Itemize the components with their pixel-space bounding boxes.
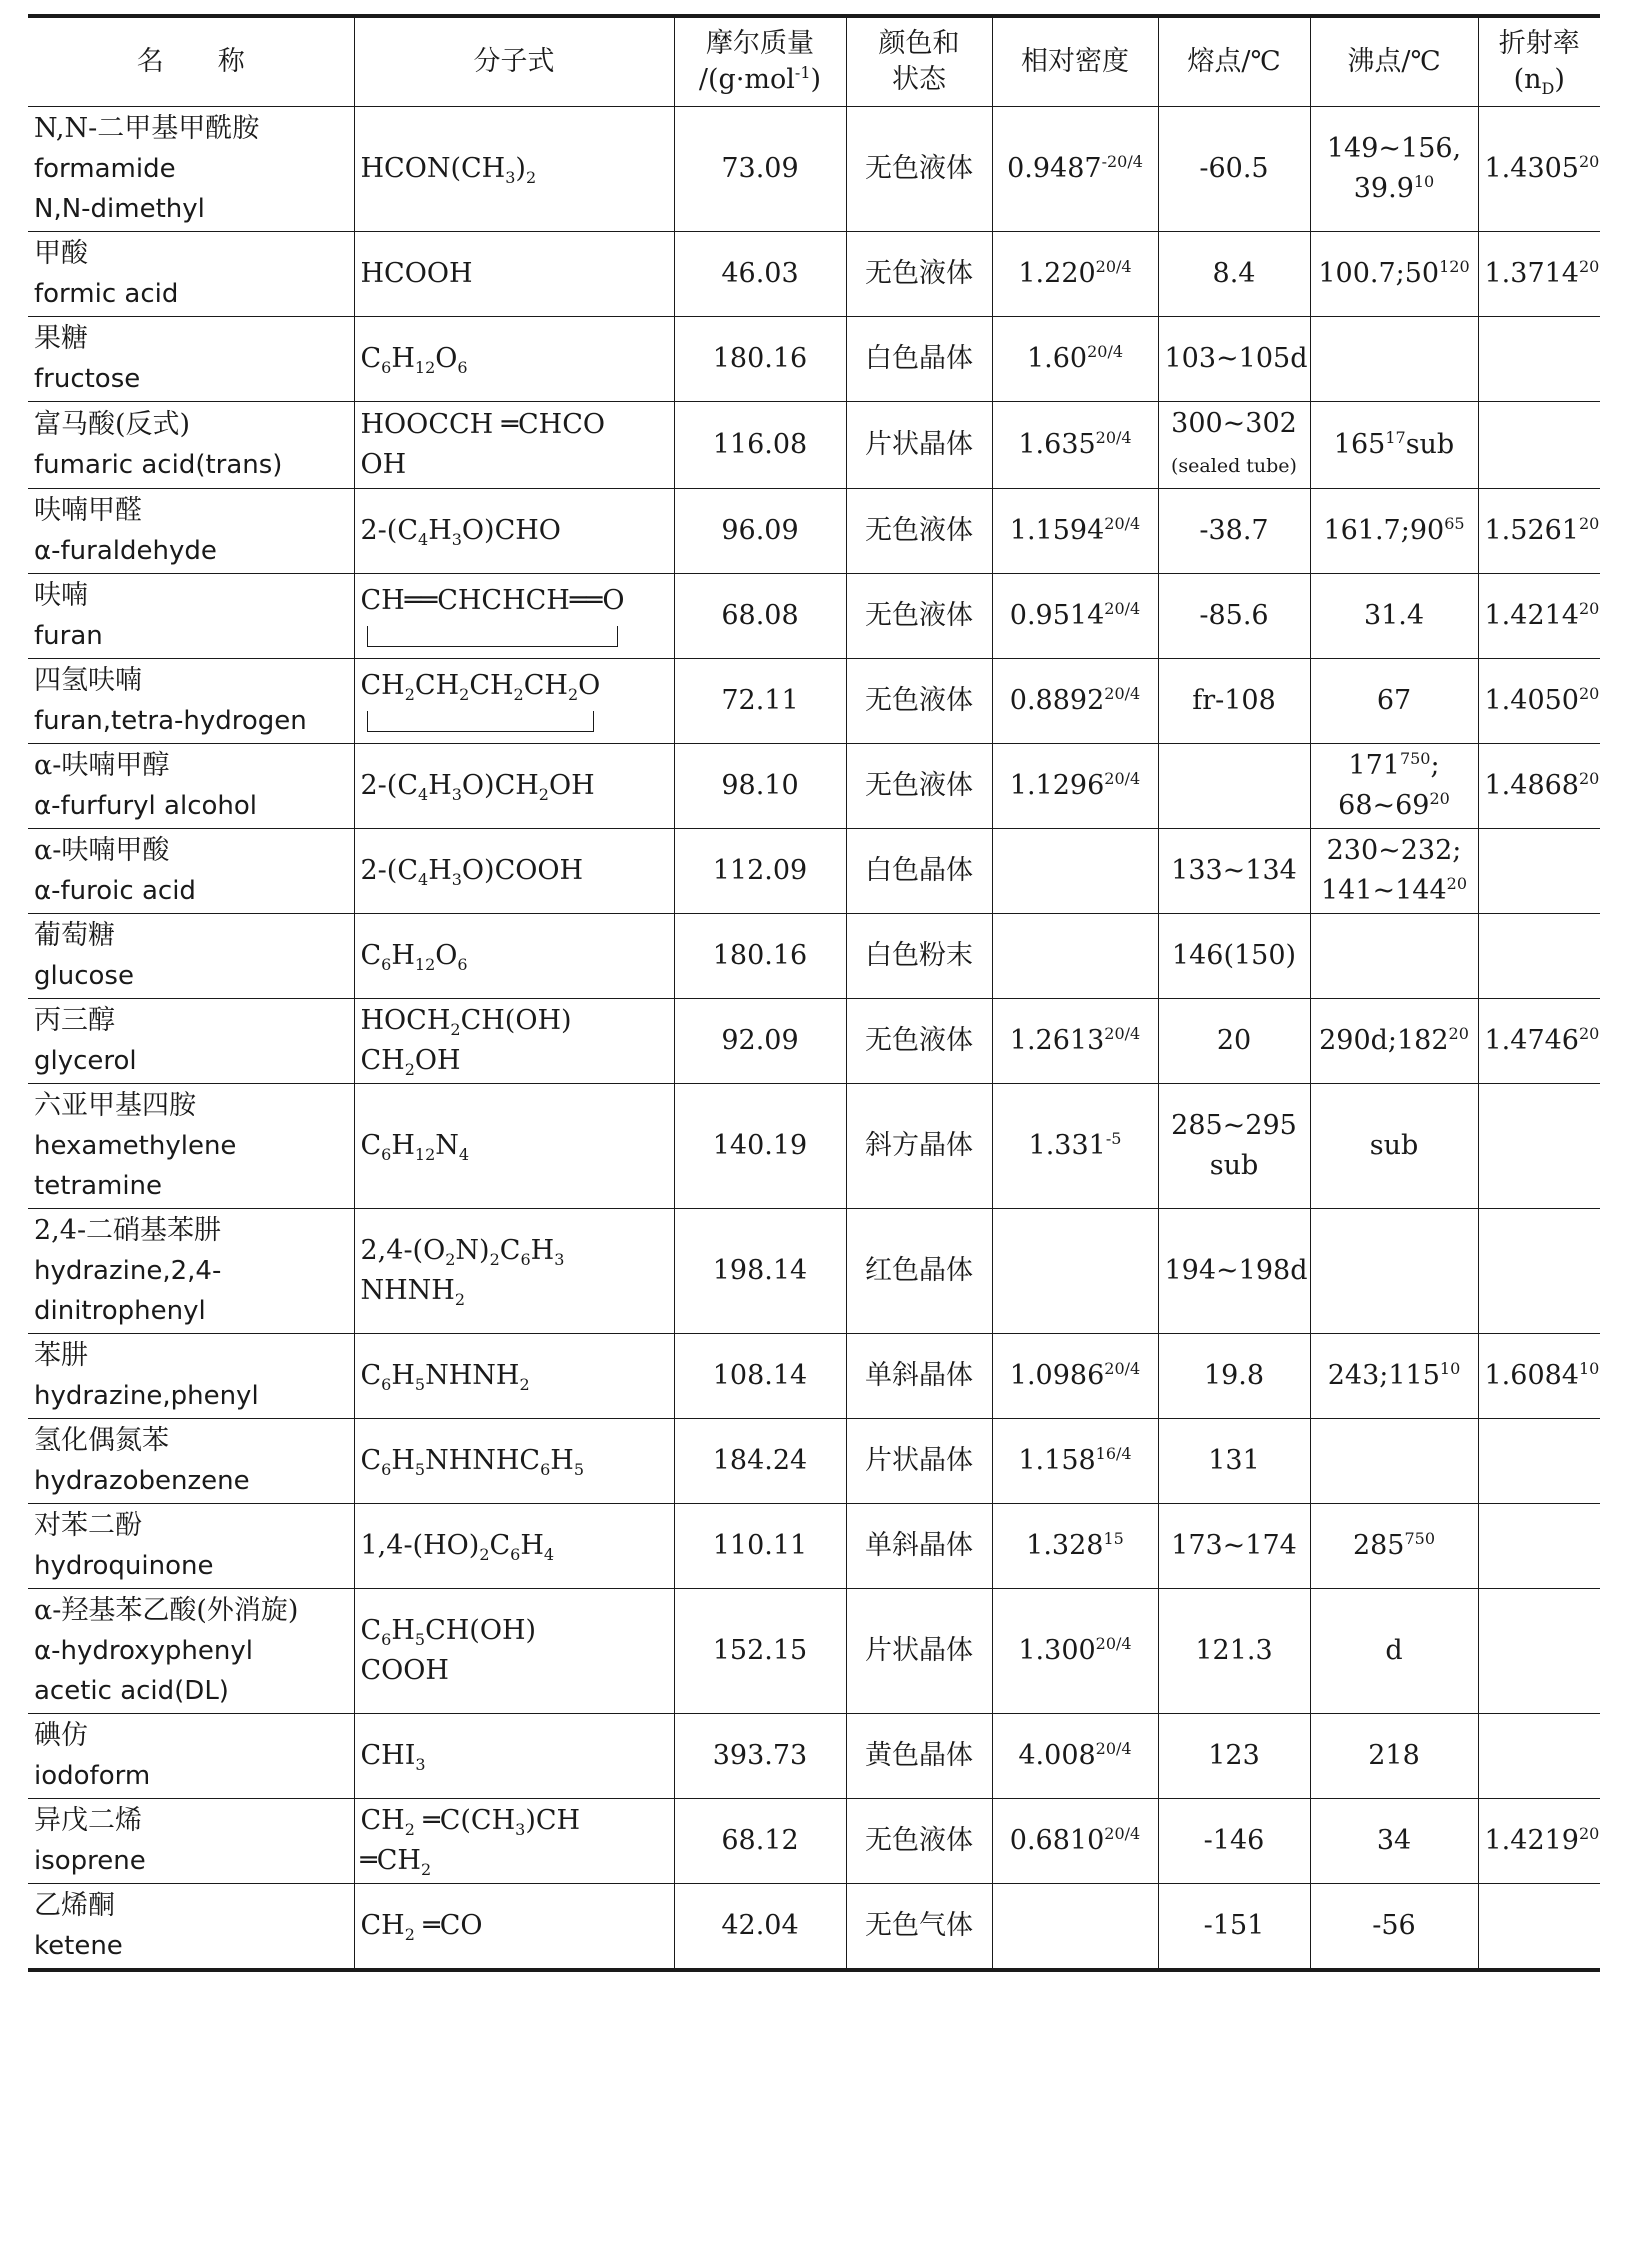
compound-name-en: hexamethylene tetramine xyxy=(34,1131,237,1201)
cell-density: $1.1296^{20/4}$ xyxy=(992,744,1158,829)
cell-name xyxy=(28,402,354,489)
cell-boiling-point: 31.4 xyxy=(1310,574,1478,659)
table-row xyxy=(28,1589,1600,1714)
ring-structure: $CH_2CH_2CH_2CH_2O$ xyxy=(361,666,601,736)
cell-melting-point: -151 xyxy=(1158,1884,1310,1971)
cell-color-state: 无色气体 xyxy=(846,1884,992,1971)
cell-name xyxy=(28,914,354,999)
cell-molar-mass: 108.14 xyxy=(674,1334,846,1419)
cell-melting-point: 194~198d xyxy=(1158,1209,1310,1334)
cell-color-state: 片状晶体 xyxy=(846,1589,992,1714)
cell-melting-point: 133~134 xyxy=(1158,829,1310,914)
cell-molar-mass: 116.08 xyxy=(674,402,846,489)
cell-molar-mass: 180.16 xyxy=(674,914,846,999)
cell-color-state: 白色晶体 xyxy=(846,829,992,914)
cell-melting-point: 300~302 (sealed tube) xyxy=(1158,402,1310,489)
compound-name-en: glucose xyxy=(34,961,134,991)
cell-boiling-point: $100.7;50^{120}$ xyxy=(1310,232,1478,317)
cell-density: $0.8892^{20/4}$ xyxy=(992,659,1158,744)
cell-molar-mass: 152.15 xyxy=(674,1589,846,1714)
table-row xyxy=(28,402,1600,489)
cell-boiling-point: d xyxy=(1310,1589,1478,1714)
cell-refractive-index: 1.4219$^{20}$ xyxy=(1478,1799,1600,1884)
cell-density xyxy=(992,1209,1158,1334)
table-row xyxy=(28,489,1600,574)
compound-name-en: α-hydroxyphenyl acetic acid(DL) xyxy=(34,1636,253,1706)
header-molar-mass: 摩尔质量 /(g·mol$^{-1}$) xyxy=(674,16,846,107)
cell-formula: $2-(C_4H_3O)CHO$ xyxy=(354,489,674,574)
table-row xyxy=(28,1334,1600,1419)
compound-name-zh: 2,4-二硝基苯肼 xyxy=(34,1215,222,1246)
cell-name xyxy=(28,107,354,232)
cell-density: $1.220^{20/4}$ xyxy=(992,232,1158,317)
cell-formula: $2-(C_4H_3O)COOH$ xyxy=(354,829,674,914)
table-row xyxy=(28,1714,1600,1799)
cell-melting-point: 8.4 xyxy=(1158,232,1310,317)
cell-refractive-index: 1.4868$^{20}$ xyxy=(1478,744,1600,829)
cell-formula: $HCON(CH_3)_2$ xyxy=(354,107,674,232)
header-formula: 分子式 xyxy=(354,16,674,107)
compound-name-en: α-furoic acid xyxy=(34,876,196,906)
cell-molar-mass: 180.16 xyxy=(674,317,846,402)
cell-name xyxy=(28,659,354,744)
table-row xyxy=(28,659,1600,744)
table-row xyxy=(28,1209,1600,1334)
cell-name xyxy=(28,1504,354,1589)
cell-boiling-point: 149~156, 39.9$^{10}$ xyxy=(1310,107,1478,232)
cell-boiling-point: sub xyxy=(1310,1084,1478,1209)
cell-name xyxy=(28,999,354,1084)
cell-refractive-index xyxy=(1478,1714,1600,1799)
cell-formula: $2,4-(O_2N)_2C_6H_3$ $NHNH_2$ xyxy=(354,1209,674,1334)
cell-refractive-index: 1.4214$^{20}$ xyxy=(1478,574,1600,659)
cell-molar-mass: 184.24 xyxy=(674,1419,846,1504)
header-boiling-point: 沸点/℃ xyxy=(1310,16,1478,107)
cell-color-state: 斜方晶体 xyxy=(846,1084,992,1209)
compound-name-zh: 对苯二酚 xyxy=(34,1510,142,1541)
cell-molar-mass: 46.03 xyxy=(674,232,846,317)
cell-refractive-index xyxy=(1478,1589,1600,1714)
cell-melting-point: fr-108 xyxy=(1158,659,1310,744)
cell-melting-point: 19.8 xyxy=(1158,1334,1310,1419)
cell-color-state: 黄色晶体 xyxy=(846,1714,992,1799)
compound-name-en: hydrazobenzene xyxy=(34,1466,250,1496)
cell-refractive-index xyxy=(1478,1084,1600,1209)
compound-name-en: furan xyxy=(34,621,103,651)
compound-name-zh: α-羟基苯乙酸(外消旋) xyxy=(34,1595,299,1626)
compound-name-zh: 果糖 xyxy=(34,323,88,354)
cell-boiling-point: 34 xyxy=(1310,1799,1478,1884)
compound-name-zh: 苯肼 xyxy=(34,1340,88,1371)
compound-name-en: furan,tetra-hydrogen xyxy=(34,706,307,736)
cell-boiling-point xyxy=(1310,317,1478,402)
cell-color-state: 单斜晶体 xyxy=(846,1334,992,1419)
cell-refractive-index xyxy=(1478,317,1600,402)
cell-color-state: 无色液体 xyxy=(846,659,992,744)
compound-name-en: hydroquinone xyxy=(34,1551,214,1581)
cell-refractive-index: 1.3714$^{20}$ xyxy=(1478,232,1600,317)
cell-boiling-point: $165^{17}sub$ xyxy=(1310,402,1478,489)
cell-formula: $CH_2$ ═CO xyxy=(354,1884,674,1971)
cell-refractive-index xyxy=(1478,1209,1600,1334)
cell-color-state: 单斜晶体 xyxy=(846,1504,992,1589)
cell-density: $1.2613^{20/4}$ xyxy=(992,999,1158,1084)
cell-name xyxy=(28,1209,354,1334)
compound-name-zh: 葡萄糖 xyxy=(34,920,115,951)
cell-name xyxy=(28,232,354,317)
cell-density: $1.1594^{20/4}$ xyxy=(992,489,1158,574)
cell-refractive-index xyxy=(1478,1884,1600,1971)
header-row xyxy=(28,16,1600,107)
document-page xyxy=(28,14,1600,1972)
cell-molar-mass: 92.09 xyxy=(674,999,846,1084)
cell-name xyxy=(28,1084,354,1209)
cell-formula: $HOCH_2CH(OH)$ $CH_2OH$ xyxy=(354,999,674,1084)
table-row xyxy=(28,107,1600,232)
cell-density: $1.0986^{20/4}$ xyxy=(992,1334,1158,1419)
cell-color-state: 无色液体 xyxy=(846,107,992,232)
cell-name xyxy=(28,574,354,659)
header-color-state: 颜色和 状态 xyxy=(846,16,992,107)
table-row xyxy=(28,1504,1600,1589)
cell-boiling-point xyxy=(1310,914,1478,999)
cell-density: $0.9487^{-20/4}$ xyxy=(992,107,1158,232)
compound-name-en: formamide N,N-dimethyl xyxy=(34,154,205,224)
cell-boiling-point: 230~232; $141\sim 144^{20}$ xyxy=(1310,829,1478,914)
cell-refractive-index: 1.5261$^{20}$ xyxy=(1478,489,1600,574)
table-row xyxy=(28,829,1600,914)
cell-molar-mass: 198.14 xyxy=(674,1209,846,1334)
cell-melting-point: 131 xyxy=(1158,1419,1310,1504)
cell-boiling-point: $285^{750}$ xyxy=(1310,1504,1478,1589)
cell-color-state: 无色液体 xyxy=(846,574,992,659)
compound-name-zh: 丙三醇 xyxy=(34,1005,115,1036)
table-row xyxy=(28,999,1600,1084)
table-row xyxy=(28,1884,1600,1971)
cell-boiling-point: $161.7;90^{65}$ xyxy=(1310,489,1478,574)
cell-melting-point: -146 xyxy=(1158,1799,1310,1884)
cell-formula xyxy=(354,659,674,744)
cell-color-state: 无色液体 xyxy=(846,1799,992,1884)
table-body xyxy=(28,107,1600,1971)
compound-name-en: iodoform xyxy=(34,1761,151,1791)
cell-molar-mass: 96.09 xyxy=(674,489,846,574)
cell-name xyxy=(28,489,354,574)
cell-density: $1.635^{20/4}$ xyxy=(992,402,1158,489)
cell-refractive-index xyxy=(1478,829,1600,914)
compound-name-zh: 富马酸(反式) xyxy=(34,409,191,440)
cell-boiling-point: $243;115^{10}$ xyxy=(1310,1334,1478,1419)
cell-refractive-index: 1.4050$^{20}$ xyxy=(1478,659,1600,744)
compound-name-en: isoprene xyxy=(34,1846,146,1876)
cell-name xyxy=(28,1334,354,1419)
cell-molar-mass: 72.11 xyxy=(674,659,846,744)
cell-color-state: 片状晶体 xyxy=(846,402,992,489)
cell-melting-point: -38.7 xyxy=(1158,489,1310,574)
cell-molar-mass: 68.08 xyxy=(674,574,846,659)
cell-molar-mass: 110.11 xyxy=(674,1504,846,1589)
cell-melting-point: 121.3 xyxy=(1158,1589,1310,1714)
cell-refractive-index: 1.6084$^{10}$ xyxy=(1478,1334,1600,1419)
cell-formula: $C_6H_{12}N_4$ xyxy=(354,1084,674,1209)
table-row xyxy=(28,744,1600,829)
compound-name-en: formic acid xyxy=(34,279,179,309)
compound-name-en: α-furfuryl alcohol xyxy=(34,791,258,821)
cell-refractive-index xyxy=(1478,1419,1600,1504)
cell-density: $1.60^{20/4}$ xyxy=(992,317,1158,402)
compound-name-zh: 碘仿 xyxy=(34,1720,88,1751)
cell-formula: HOOCCH ═CHCO OH xyxy=(354,402,674,489)
header-density: 相对密度 xyxy=(992,16,1158,107)
compound-name-zh: α-呋喃甲醇 xyxy=(34,750,170,781)
compound-name-en: hydrazine,phenyl xyxy=(34,1381,259,1411)
cell-melting-point: 285~295 sub xyxy=(1158,1084,1310,1209)
compound-name-zh: α-呋喃甲酸 xyxy=(34,835,170,866)
compound-name-zh: N,N-二甲基甲酰胺 xyxy=(34,113,260,144)
cell-boiling-point xyxy=(1310,1209,1478,1334)
compound-name-en: ketene xyxy=(34,1931,123,1961)
cell-melting-point: 123 xyxy=(1158,1714,1310,1799)
cell-color-state: 无色液体 xyxy=(846,489,992,574)
cell-boiling-point: -56 xyxy=(1310,1884,1478,1971)
compound-name-en: glycerol xyxy=(34,1046,137,1076)
cell-density: $0.9514^{20/4}$ xyxy=(992,574,1158,659)
cell-color-state: 无色液体 xyxy=(846,232,992,317)
cell-refractive-index xyxy=(1478,914,1600,999)
cell-name xyxy=(28,317,354,402)
cell-density xyxy=(992,1884,1158,1971)
properties-table xyxy=(28,14,1600,1972)
cell-density: $1.331^{-5}$ xyxy=(992,1084,1158,1209)
cell-boiling-point: 67 xyxy=(1310,659,1478,744)
table-row xyxy=(28,232,1600,317)
cell-density: $1.300^{20/4}$ xyxy=(992,1589,1158,1714)
cell-formula: $CH_2$ $═C(CH_3)CH$ $═CH_2$ xyxy=(354,1799,674,1884)
cell-molar-mass: 393.73 xyxy=(674,1714,846,1799)
compound-name-en: fructose xyxy=(34,364,141,394)
cell-formula: $C_6H_5CH(OH)$ COOH xyxy=(354,1589,674,1714)
cell-formula: $2-(C_4H_3O)CH_2OH$ xyxy=(354,744,674,829)
cell-formula: $C_6H_5NHNH_2$ xyxy=(354,1334,674,1419)
compound-name-en: α-furaldehyde xyxy=(34,536,217,566)
cell-melting-point: 103~105d xyxy=(1158,317,1310,402)
cell-formula xyxy=(354,574,674,659)
cell-name xyxy=(28,744,354,829)
cell-density xyxy=(992,914,1158,999)
cell-boiling-point: $171^{750}$; $68\sim 69^{20}$ xyxy=(1310,744,1478,829)
header-melting-point: 熔点/℃ xyxy=(1158,16,1310,107)
cell-melting-point: -85.6 xyxy=(1158,574,1310,659)
compound-name-en: fumaric acid(trans) xyxy=(34,450,283,480)
table-row xyxy=(28,914,1600,999)
cell-refractive-index: 1.4305$^{20}$ xyxy=(1478,107,1600,232)
table-row xyxy=(28,1799,1600,1884)
cell-formula: $C_6H_{12}O_6$ xyxy=(354,317,674,402)
cell-melting-point: -60.5 xyxy=(1158,107,1310,232)
cell-name xyxy=(28,1799,354,1884)
cell-boiling-point: $290d;182^{20}$ xyxy=(1310,999,1478,1084)
compound-name-zh: 乙烯酮 xyxy=(34,1890,115,1921)
cell-color-state: 无色液体 xyxy=(846,999,992,1084)
cell-formula: $C_6H_5NHNHC_6H_5$ xyxy=(354,1419,674,1504)
compound-name-zh: 呋喃 xyxy=(34,580,88,611)
compound-name-zh: 四氢呋喃 xyxy=(34,665,142,696)
cell-color-state: 白色粉末 xyxy=(846,914,992,999)
cell-formula: $1,4-(HO)_2C_6H_4$ xyxy=(354,1504,674,1589)
cell-density xyxy=(992,829,1158,914)
cell-formula: $C_6H_{12}O_6$ xyxy=(354,914,674,999)
cell-molar-mass: 73.09 xyxy=(674,107,846,232)
table-row xyxy=(28,317,1600,402)
cell-color-state: 片状晶体 xyxy=(846,1419,992,1504)
cell-color-state: 无色液体 xyxy=(846,744,992,829)
cell-name xyxy=(28,1884,354,1971)
cell-density: 1.328$^{15}$ xyxy=(992,1504,1158,1589)
cell-density: $1.158^{16/4}$ xyxy=(992,1419,1158,1504)
header-name: 名 称 xyxy=(28,16,354,107)
cell-refractive-index: 1.4746$^{20}$ xyxy=(1478,999,1600,1084)
header-refractive-index: 折射率 $(n_D)$ xyxy=(1478,16,1600,107)
table-row xyxy=(28,1084,1600,1209)
cell-melting-point: 146(150) xyxy=(1158,914,1310,999)
cell-boiling-point: 218 xyxy=(1310,1714,1478,1799)
compound-name-zh: 六亚甲基四胺 xyxy=(34,1090,196,1121)
cell-name xyxy=(28,1419,354,1504)
cell-molar-mass: 112.09 xyxy=(674,829,846,914)
cell-density: $4.008^{20/4}$ xyxy=(992,1714,1158,1799)
cell-molar-mass: 140.19 xyxy=(674,1084,846,1209)
compound-name-zh: 呋喃甲醛 xyxy=(34,495,142,526)
cell-density: $0.6810^{20/4}$ xyxy=(992,1799,1158,1884)
compound-name-zh: 甲酸 xyxy=(34,238,88,269)
cell-color-state: 白色晶体 xyxy=(846,317,992,402)
cell-formula: HCOOH xyxy=(354,232,674,317)
cell-refractive-index xyxy=(1478,402,1600,489)
cell-boiling-point xyxy=(1310,1419,1478,1504)
cell-molar-mass: 98.10 xyxy=(674,744,846,829)
cell-melting-point: 173~174 xyxy=(1158,1504,1310,1589)
cell-molar-mass: 68.12 xyxy=(674,1799,846,1884)
cell-refractive-index xyxy=(1478,1504,1600,1589)
cell-melting-point: 20 xyxy=(1158,999,1310,1084)
table-row xyxy=(28,1419,1600,1504)
cell-molar-mass: 42.04 xyxy=(674,1884,846,1971)
cell-formula: $CHI_3$ xyxy=(354,1714,674,1799)
cell-melting-point xyxy=(1158,744,1310,829)
cell-color-state: 红色晶体 xyxy=(846,1209,992,1334)
table-row xyxy=(28,574,1600,659)
ring-structure: CH══CHCHCH══O xyxy=(361,581,625,651)
cell-name xyxy=(28,829,354,914)
compound-name-zh: 氢化偶氮苯 xyxy=(34,1425,169,1456)
compound-name-en: hydrazine,2,4- dinitrophenyl xyxy=(34,1256,222,1326)
compound-name-zh: 异戊二烯 xyxy=(34,1805,142,1836)
cell-name xyxy=(28,1589,354,1714)
cell-name xyxy=(28,1714,354,1799)
